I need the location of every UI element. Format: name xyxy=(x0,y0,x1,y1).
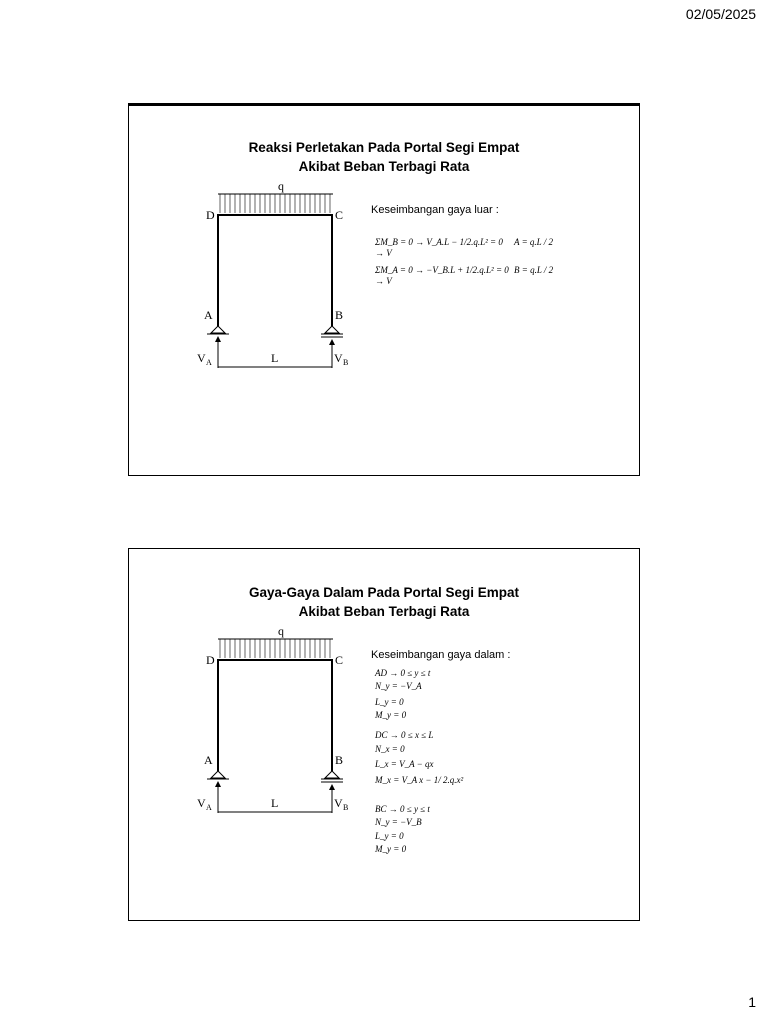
label-l: L xyxy=(271,351,279,365)
frame-members xyxy=(218,215,332,326)
label-va-sub: A xyxy=(206,803,212,812)
support-a-pin xyxy=(211,771,225,778)
eq-dc-moment: M_x = V_A x − 1/ 2.q.x² xyxy=(375,775,464,785)
label-a: A xyxy=(204,308,213,322)
equation-1-cont: → V xyxy=(375,248,392,258)
eq-dc-normal: N_x = 0 xyxy=(375,744,405,754)
equation-1-result: A = q.L / 2 xyxy=(514,237,554,247)
slide-title xyxy=(129,583,639,621)
portal-frame-diagram xyxy=(189,619,369,819)
equation-2-cont: → V xyxy=(375,276,392,286)
title-line-1: Reaksi Perletakan Pada Portal Segi Empat xyxy=(248,140,520,155)
eq-bc-normal: N_y = −V_B xyxy=(375,817,422,827)
label-q: q xyxy=(278,179,284,193)
portal-frame-diagram xyxy=(189,174,369,374)
label-d: D xyxy=(206,208,215,222)
label-vb: V xyxy=(334,351,343,365)
label-va-sub: A xyxy=(206,358,212,367)
distributed-load-arrows xyxy=(220,194,330,213)
label-a: A xyxy=(204,753,213,767)
equation-1: ΣM_B = 0 → V_A.L − 1/2.q.L² = 0 xyxy=(375,237,503,247)
label-b: B xyxy=(335,753,344,767)
label-vb-sub: B xyxy=(343,803,349,812)
eq-ad-moment: M_y = 0 xyxy=(375,710,407,720)
equation-2: ΣM_A = 0 → −V_B.L + 1/2.q.L² = 0 xyxy=(375,265,509,275)
eq-dc-shear: L_x = V_A − qx xyxy=(375,759,434,769)
label-d: D xyxy=(206,653,215,667)
page-date: 02/05/2025 xyxy=(685,6,756,22)
eq-dc-range: DC → 0 ≤ x ≤ L xyxy=(375,730,434,740)
support-b-roller xyxy=(325,771,339,778)
label-l: L xyxy=(271,796,279,810)
label-b: B xyxy=(335,308,344,322)
eq-bc-shear: L_y = 0 xyxy=(375,831,404,841)
label-va: V xyxy=(197,796,206,810)
eq-bc-range: BC → 0 ≤ y ≤ t xyxy=(375,804,430,814)
support-a-pin xyxy=(211,326,225,333)
page-number: 1 xyxy=(748,994,756,1010)
label-vb-sub: B xyxy=(343,358,349,367)
frame-members xyxy=(218,660,332,771)
equation-2-result: B = q.L / 2 xyxy=(514,265,554,275)
title-line-2: Akibat Beban Terbagi Rata xyxy=(298,604,470,619)
eq-ad-range: AD → 0 ≤ y ≤ t xyxy=(375,668,431,678)
label-c: C xyxy=(335,208,344,222)
support-b-roller xyxy=(325,326,339,333)
title-line-1: Gaya-Gaya Dalam Pada Portal Segi Empat xyxy=(248,585,520,600)
label-va: V xyxy=(197,351,206,365)
title-line-2: Akibat Beban Terbagi Rata xyxy=(298,159,470,174)
eq-ad-normal: N_y = −V_A xyxy=(375,681,422,691)
eq-bc-moment: M_y = 0 xyxy=(375,844,407,854)
slide-2 xyxy=(128,548,640,921)
label-q: q xyxy=(278,624,284,638)
distributed-load-arrows xyxy=(220,639,330,658)
section-heading: Keseimbangan gaya luar : xyxy=(371,204,499,216)
label-c: C xyxy=(335,653,344,667)
slide-title xyxy=(129,138,639,176)
slide-1 xyxy=(128,103,640,476)
section-heading: Keseimbangan gaya dalam : xyxy=(371,649,511,661)
label-vb: V xyxy=(334,796,343,810)
eq-ad-shear: L_y = 0 xyxy=(375,697,404,707)
